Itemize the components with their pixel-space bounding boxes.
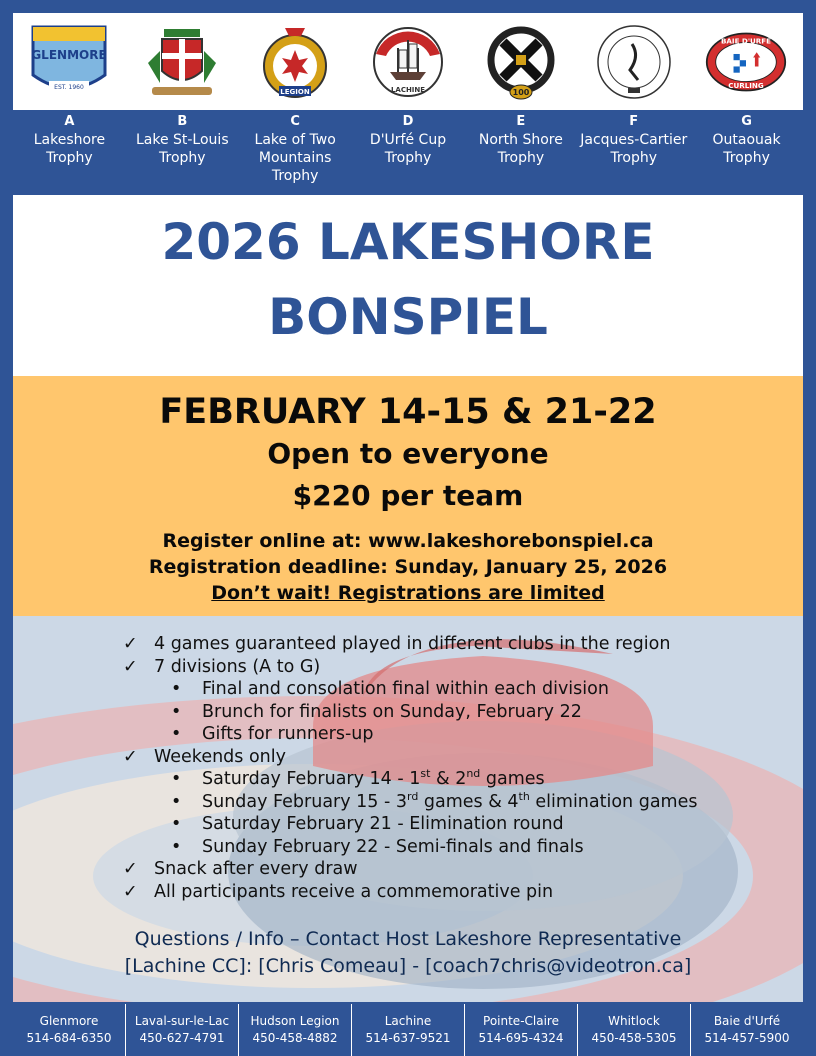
- division-f: [577, 113, 690, 193]
- list-subitem: • Saturday February 21 - Elimination round: [171, 814, 564, 834]
- features-list: [123, 633, 697, 903]
- list-item: ✓ 7 divisions (A to G): [123, 656, 321, 677]
- division-letter: F: [629, 114, 639, 129]
- pointe-claire-logo: [480, 21, 562, 103]
- division-letter: E: [516, 114, 526, 129]
- division-name-line: D'Urfé Cup: [369, 132, 447, 148]
- club-hudson-legion: Hudson Legion 450-458-4882: [239, 1004, 352, 1056]
- title-line-2: BONSPIEL: [268, 288, 548, 346]
- division-e: [464, 113, 577, 193]
- svg-text:BAIE D'URFÉ: BAIE D'URFÉ: [721, 35, 772, 45]
- bullet-icon: •: [171, 679, 182, 699]
- list-subitem: • Brunch for finalists on Sunday, February 22: [171, 701, 582, 722]
- list-subitem: • Saturday February 14 - 1st & 2nd games: [171, 767, 545, 789]
- check-icon: ✓: [123, 746, 138, 767]
- event-dates: FEBRUARY 14-15 & 21-22: [159, 392, 657, 432]
- division-letter: A: [64, 114, 75, 129]
- division-d: [352, 113, 465, 193]
- check-icon: ✓: [123, 656, 138, 677]
- division-labels: [13, 113, 803, 193]
- club-whitlock: Whitlock 450-458-5305: [578, 1004, 691, 1056]
- club-glenmore: Glenmore 514-684-6350: [13, 1004, 126, 1056]
- open-to-everyone: Open to everyone: [267, 437, 549, 470]
- division-name-line: Trophy: [497, 150, 545, 166]
- page-title: [13, 195, 803, 355]
- bullet-icon: •: [171, 769, 182, 789]
- division-a: [13, 113, 126, 193]
- svg-text:EST. 1960: EST. 1960: [54, 83, 85, 91]
- division-letter: D: [402, 114, 414, 129]
- division-name-line: Trophy: [610, 150, 657, 166]
- contact-line-1: Questions / Info – Contact Host Lakeshore Representative: [134, 928, 682, 950]
- bullet-icon: •: [171, 701, 182, 722]
- bullet-icon: •: [171, 791, 182, 812]
- club-phone-footer: [13, 1004, 803, 1056]
- svg-text:100: 100: [512, 87, 530, 97]
- club-laval-sur-le-lac: Laval-sur-le-Lac 450-627-4791: [126, 1004, 239, 1056]
- hudson-legion-logo: [254, 21, 336, 103]
- register-online: Register online at: www.lakeshorebonspiel.ca: [162, 530, 654, 552]
- club-baie-durfe: Baie d'Urfé 514-457-5900: [704, 1014, 790, 1045]
- list-item: ✓ 4 games guaranteed played in different clubs in the region: [123, 634, 671, 654]
- division-name-line: North Shore: [478, 132, 563, 148]
- division-name-line: Trophy: [384, 150, 432, 166]
- title-section: [13, 195, 803, 376]
- registration-deadline: Registration deadline: Sunday, January 25, 2026: [148, 556, 668, 578]
- svg-text:GLENMORE: GLENMORE: [31, 47, 108, 62]
- bullet-icon: •: [171, 814, 182, 834]
- list-subitem: • Gifts for runners-up: [171, 724, 374, 744]
- event-info-section: [13, 376, 803, 616]
- check-icon: ✓: [123, 859, 138, 879]
- club-lachine: Lachine 514-637-9521: [352, 1004, 465, 1056]
- list-item: ✓ Snack after every draw: [123, 859, 358, 879]
- division-name-line: Trophy: [46, 150, 93, 166]
- baie-durfe-logo: [705, 21, 787, 103]
- division-name-line: Lakeshore: [33, 132, 106, 148]
- bullet-icon: •: [171, 724, 182, 744]
- team-price: $220 per team: [292, 479, 524, 512]
- svg-text:LEGION: LEGION: [280, 87, 310, 96]
- check-icon: ✓: [123, 634, 138, 654]
- bullet-icon: •: [171, 836, 182, 857]
- check-icon: ✓: [123, 881, 138, 902]
- division-letter: C: [290, 114, 300, 129]
- division-name-line: Mountains: [258, 150, 332, 166]
- list-subitem: • Final and consolation final within each division: [171, 679, 609, 699]
- division-name-line: Jacques-Cartier: [580, 132, 688, 148]
- lachine-logo: [367, 21, 449, 103]
- svg-text:CURLING: CURLING: [728, 80, 765, 90]
- list-subitem: • Sunday February 15 - 3rd games & 4th elimination games: [171, 789, 698, 812]
- features-section: [13, 616, 803, 1002]
- registration-limited-notice: Don’t wait! Registrations are limited: [211, 582, 605, 604]
- division-c: [239, 113, 352, 193]
- list-item: ✓ Weekends only: [123, 746, 286, 767]
- whitlock-logo: [593, 21, 675, 103]
- list-subitem: • Sunday February 22 - Semi-finals and finals: [171, 836, 584, 857]
- glenmore-logo: [28, 21, 110, 103]
- contact-info: [13, 926, 803, 980]
- division-name-line: Outaouak: [712, 132, 781, 148]
- division-letter: B: [177, 114, 188, 129]
- list-item: ✓ All participants receive a commemorative pin: [123, 881, 554, 902]
- division-letter: G: [741, 114, 752, 129]
- club-logo-strip: [13, 13, 803, 110]
- division-name-line: Lake of Two: [254, 132, 336, 148]
- svg-text:LACHINE: LACHINE: [390, 85, 426, 94]
- division-name-line: Trophy: [271, 168, 319, 184]
- lake-st-louis-logo: [141, 21, 223, 103]
- division-name-line: Trophy: [159, 150, 206, 166]
- contact-line-2: [Lachine CC]: [Chris Comeau] - [coach7chris@videotron.ca]: [124, 955, 692, 977]
- division-b: [126, 113, 239, 193]
- division-name-line: Lake St-Louis: [135, 132, 229, 148]
- division-name-line: Trophy: [723, 150, 770, 166]
- club-pointe-claire: Pointe-Claire 514-695-4324: [465, 1004, 578, 1056]
- title-line-1: 2026 LAKESHORE: [161, 213, 655, 271]
- division-g: [690, 113, 803, 193]
